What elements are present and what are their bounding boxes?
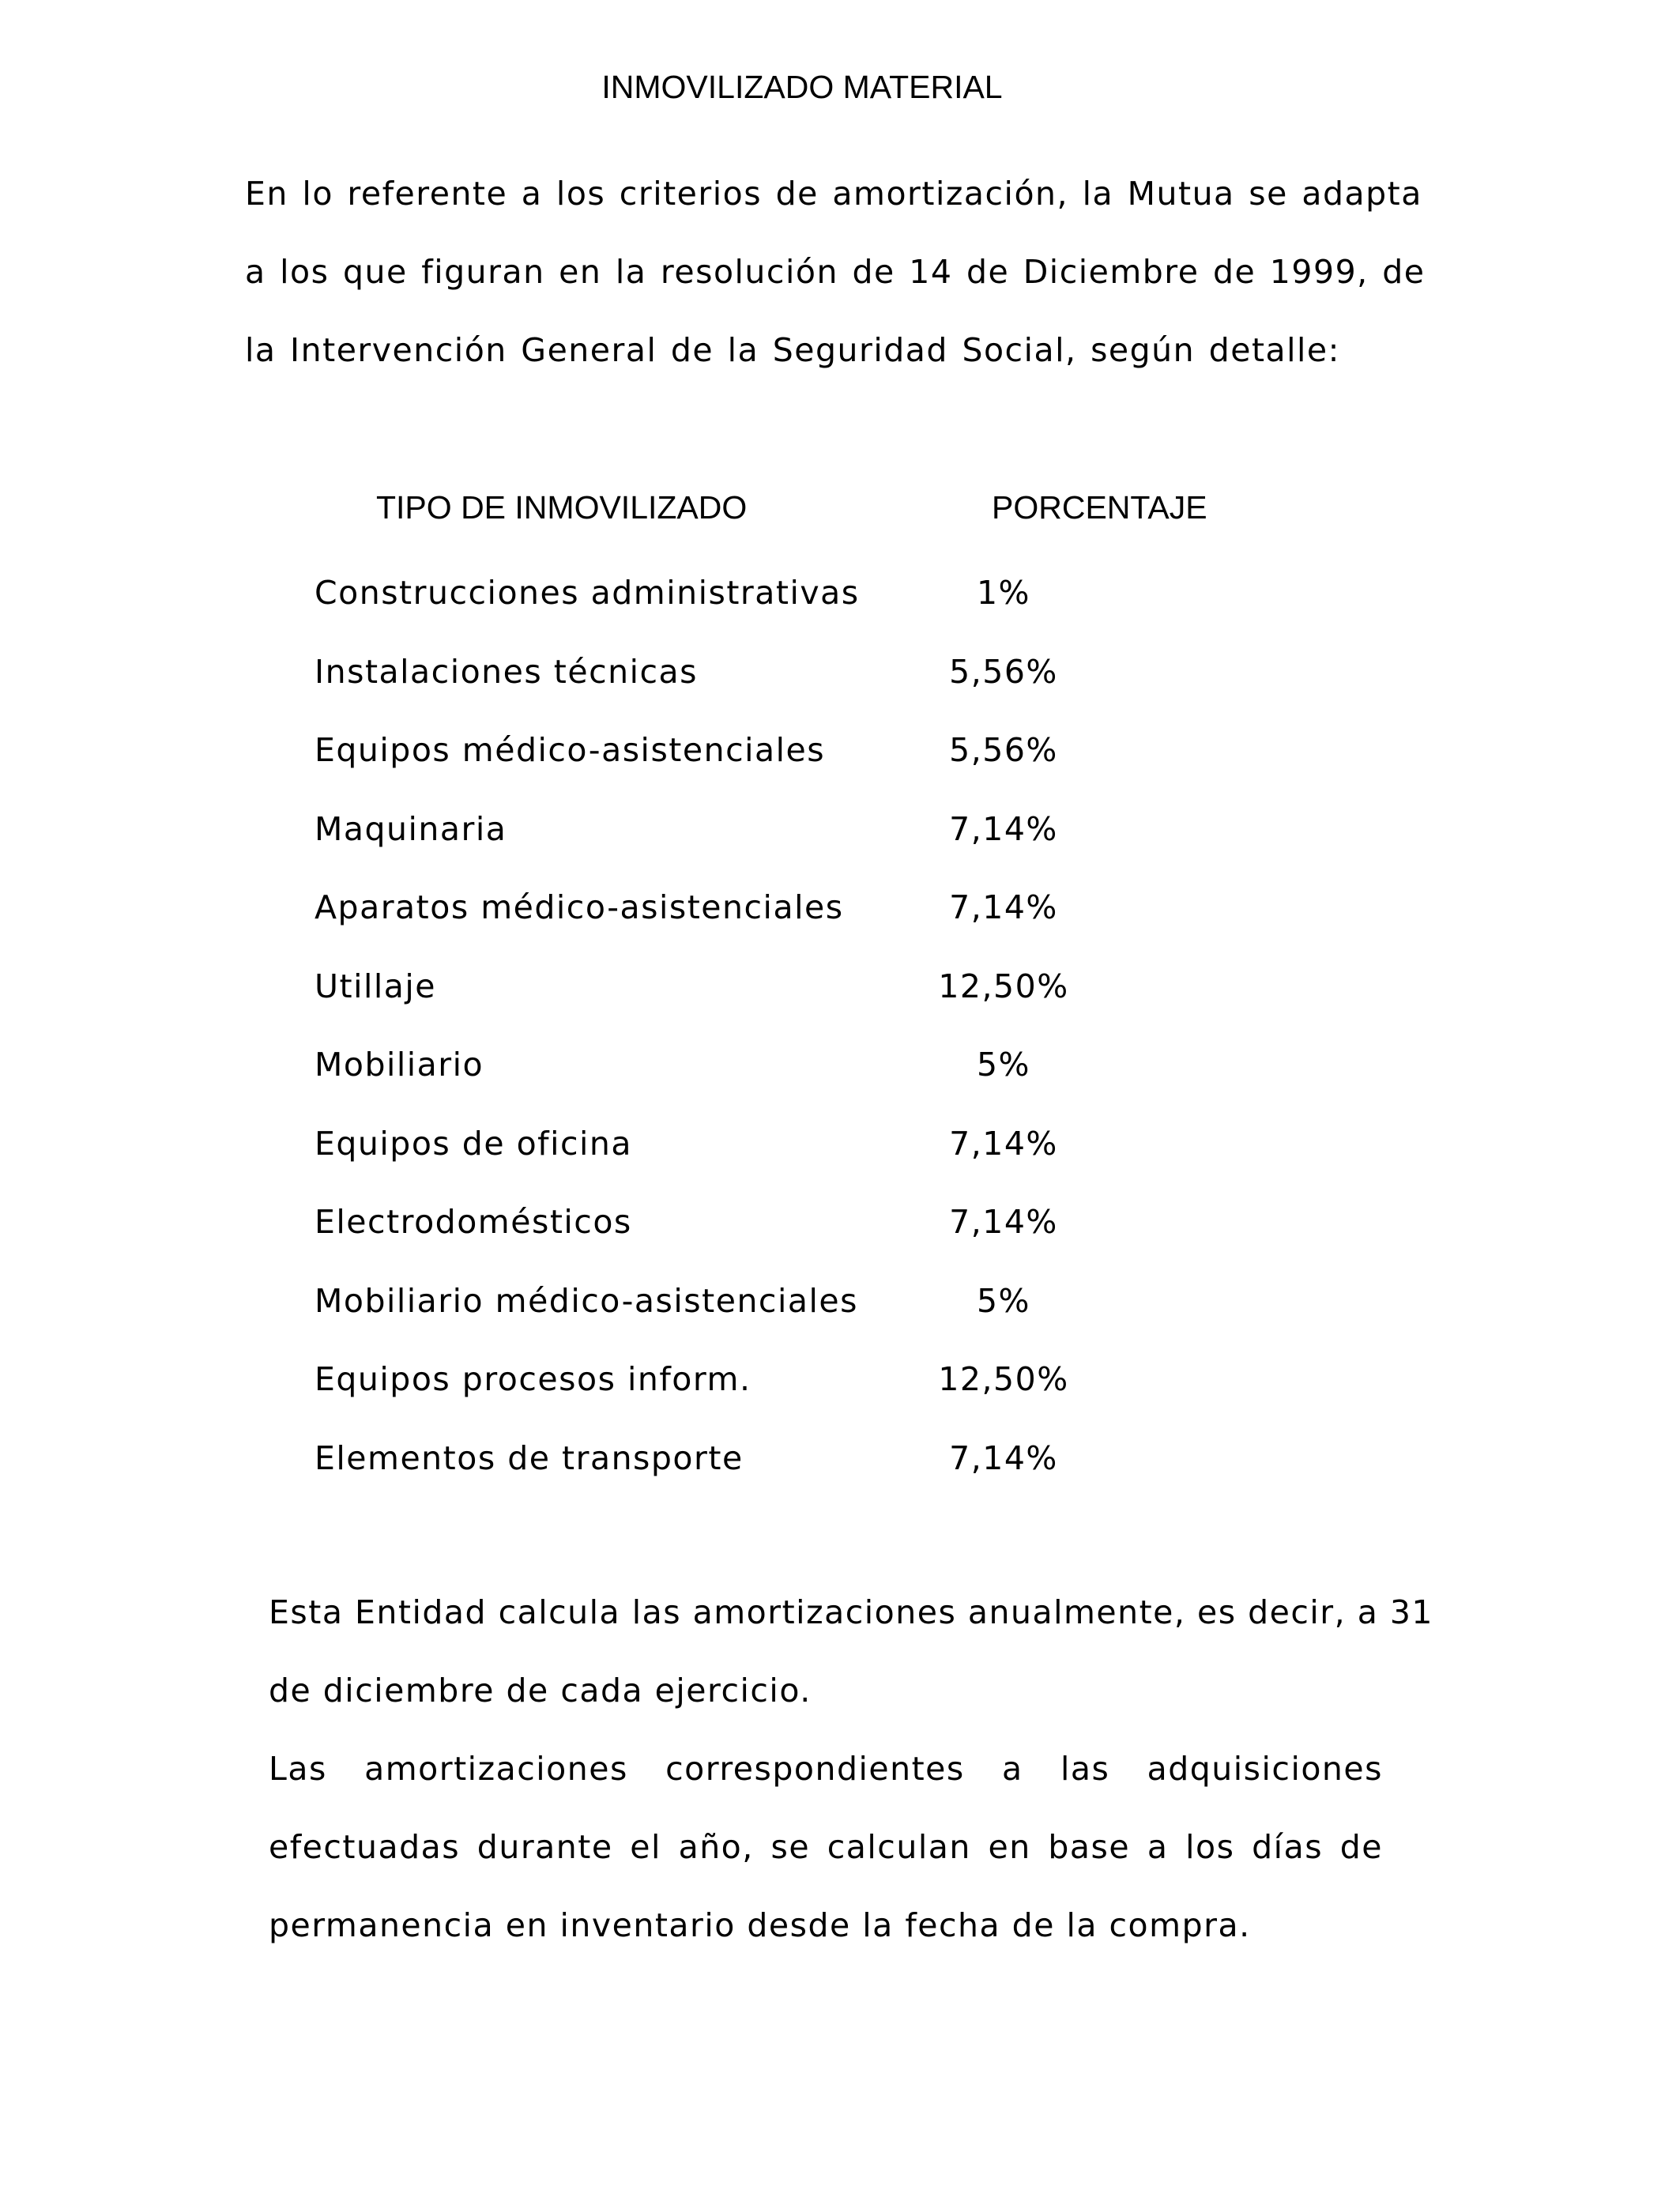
table-row [315,726,1263,805]
row-tipo: Utillaje [315,967,436,1005]
row-porcentaje: 7,14% [949,1438,1058,1477]
table-row [315,884,1263,963]
row-tipo: Aparatos médico-asistenciales [315,888,844,926]
column-header-tipo: TIPO DE INMOVILIZADO [376,489,748,526]
table-row [315,1120,1263,1199]
row-tipo: Equipos de oficina [315,1124,633,1163]
row-porcentaje: 7,14% [949,888,1058,926]
table-row [315,569,1263,648]
closing-line: de diciembre de cada ejercicio. [269,1672,812,1710]
table-row [315,963,1263,1042]
closing-line: permanencia en inventario desde la fecha de la compra. [269,1906,1251,1944]
table-row [315,1041,1263,1120]
table-row [315,1355,1263,1434]
column-header-porcentaje: PORCENTAJE [992,489,1207,526]
page-title: INMOVILIZADO MATERIAL [601,69,1003,105]
intro-line: la Intervención General de la Seguridad Social, según detalle: [245,331,1340,369]
row-porcentaje: 5,56% [949,731,1058,769]
row-porcentaje: 12,50% [938,1360,1069,1398]
row-tipo: Mobiliario médico-asistenciales [315,1281,858,1320]
table-row [315,1198,1263,1277]
table-row [315,1434,1263,1514]
row-porcentaje: 5,56% [949,652,1058,691]
row-porcentaje: 7,14% [949,1203,1058,1241]
row-tipo: Equipos procesos inform. [315,1360,751,1398]
closing-line: Esta Entidad calcula las amortizaciones anualmente, es decir, a 31 [269,1593,1434,1631]
row-porcentaje: 7,14% [949,1124,1058,1163]
row-tipo: Elementos de transporte [315,1438,744,1477]
table-row [315,805,1263,884]
row-tipo: Mobiliario [315,1046,484,1084]
intro-line: a los que figuran en la resolución de 14 de Diciembre de 1999, de [245,253,1426,291]
row-tipo: Electrodomésticos [315,1203,632,1241]
row-porcentaje: 1% [976,574,1031,612]
row-porcentaje: 12,50% [938,967,1069,1005]
row-tipo: Maquinaria [315,809,507,848]
row-porcentaje: 7,14% [949,809,1058,848]
depreciation-table [315,569,1263,1513]
row-tipo: Instalaciones técnicas [315,652,699,691]
table-row [315,1277,1263,1356]
closing-line: efectuadas durante el año, se calculan en base a los días de [269,1828,1383,1866]
row-porcentaje: 5% [976,1046,1031,1084]
closing-line: Las amortizaciones correspondientes a las adquisiciones [269,1750,1383,1788]
row-tipo: Construcciones administrativas [315,574,860,612]
row-tipo: Equipos médico-asistenciales [315,731,826,769]
closing-paragraph [269,1577,1434,1968]
intro-paragraph [245,158,1426,393]
intro-line: En lo referente a los criterios de amortización, la Mutua se adapta [245,175,1422,213]
row-porcentaje: 5% [976,1281,1031,1320]
table-row [315,648,1263,727]
